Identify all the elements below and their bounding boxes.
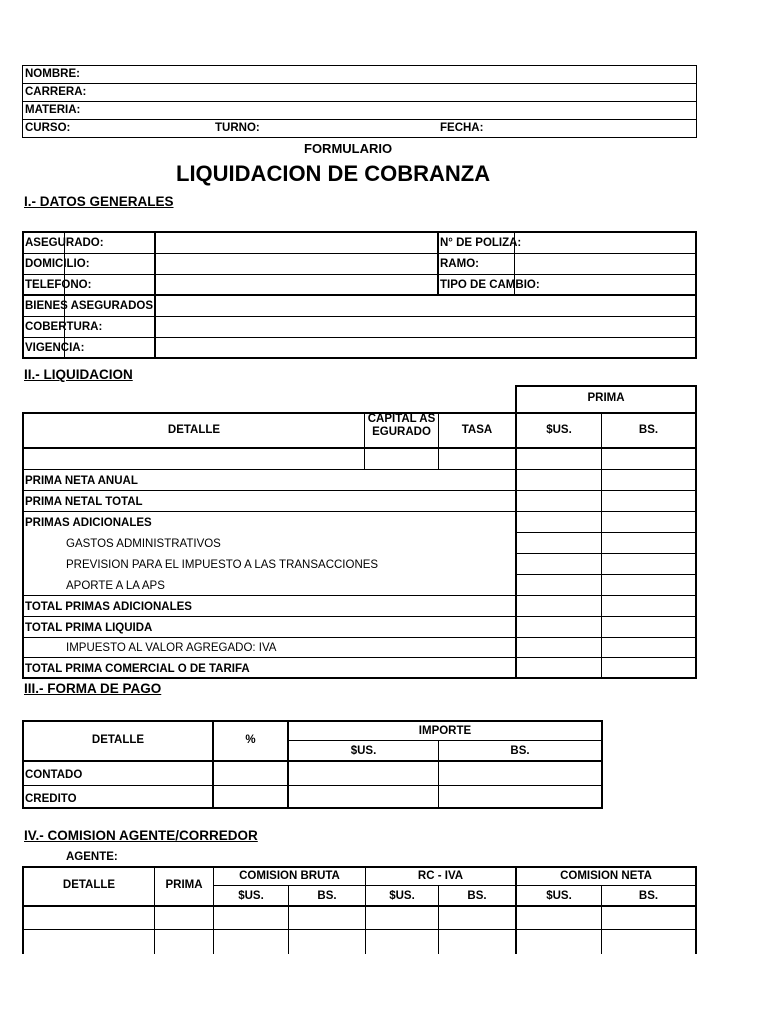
bruta-us-header: $US.	[238, 890, 264, 902]
rc-iva-header: RC - IVA	[417, 870, 464, 882]
asegurado-label: ASEGURADO:	[25, 237, 104, 249]
rc-bs-header: BS.	[467, 890, 487, 902]
telefono-label: TELEFONO:	[25, 279, 92, 291]
row-gastos-administrativos: GASTOS ADMINISTRATIVOS	[66, 538, 221, 550]
us-header: $US.	[546, 424, 572, 436]
vigencia-label: VIGENCIA:	[25, 342, 85, 354]
row-aporte-aps: APORTE A LA APS	[66, 580, 165, 592]
tipo-cambio-label: TIPO DE CAMBIO:	[440, 279, 540, 291]
contado-label: CONTADO	[25, 769, 83, 781]
importe-header: IMPORTE	[418, 725, 472, 737]
neta-bs-header: BS.	[638, 890, 659, 902]
row-iva: IMPUESTO AL VALOR AGREGADO: IVA	[66, 642, 277, 654]
pago-us-header: $US.	[350, 745, 377, 757]
bienes-label: BIENES ASEGURADOS:	[25, 300, 157, 312]
comision-detalle-header: DETALLE	[62, 879, 116, 891]
row-primas-adicionales: PRIMAS ADICIONALES	[25, 517, 152, 529]
section-2-title: II.- LIQUIDACION	[24, 367, 133, 382]
formulario-heading: FORMULARIO	[304, 141, 393, 156]
materia-label: MATERIA:	[25, 104, 81, 116]
carrera-label: CARRERA:	[25, 86, 87, 98]
comision-prima-header: PRIMA	[165, 879, 203, 891]
comision-bruta-header: COMISION BRUTA	[239, 870, 340, 882]
comision-neta-header: COMISION NETA	[560, 870, 652, 882]
domicilio-label: DOMICILIO:	[25, 258, 90, 270]
poliza-label: N° DE POLIZA:	[440, 237, 522, 249]
tasa-header: TASA	[461, 424, 493, 436]
pago-bs-header: BS.	[510, 745, 530, 757]
detalle-header: DETALLE	[167, 424, 221, 436]
row-prevision-impuesto: PREVISION PARA EL IMPUESTO A LAS TRANSACCIONES	[66, 559, 379, 571]
bs-header: BS.	[638, 424, 659, 436]
pago-porcentaje-header: %	[245, 734, 256, 746]
neta-us-header: $US.	[546, 890, 572, 902]
curso-label: CURSO:	[25, 122, 71, 134]
section-4-title: IV.- COMISION AGENTE/CORREDOR	[24, 828, 258, 843]
row-total-primas-adicionales: TOTAL PRIMAS ADICIONALES	[25, 601, 192, 613]
row-total-prima-liquida: TOTAL PRIMA LIQUIDA	[25, 622, 153, 634]
row-total-prima-comercial: TOTAL PRIMA COMERCIAL O DE TARIFA	[25, 663, 250, 675]
capital-asegurado-header: CAPITAL ASEGURADO	[367, 413, 436, 438]
cobertura-label: COBERTURA:	[25, 321, 103, 333]
credito-label: CREDITO	[25, 793, 77, 805]
turno-label: TURNO:	[215, 122, 260, 134]
section-1-title: I.- DATOS GENERALES	[24, 194, 174, 209]
row-prima-neta-anual: PRIMA NETA ANUAL	[25, 475, 138, 487]
agente-label: AGENTE:	[66, 851, 118, 863]
prima-header: PRIMA	[587, 392, 625, 404]
pago-detalle-header: DETALLE	[91, 734, 145, 746]
section-3-title: III.- FORMA DE PAGO	[24, 681, 162, 696]
nombre-label: NOMBRE:	[25, 68, 80, 80]
ramo-label: RAMO:	[440, 258, 479, 270]
page-title: LIQUIDACION DE COBRANZA	[176, 161, 491, 186]
bruta-bs-header: BS.	[317, 890, 337, 902]
row-prima-neta-total: PRIMA NETAL TOTAL	[25, 496, 143, 508]
fecha-label: FECHA:	[440, 122, 484, 134]
rc-us-header: $US.	[389, 890, 415, 902]
